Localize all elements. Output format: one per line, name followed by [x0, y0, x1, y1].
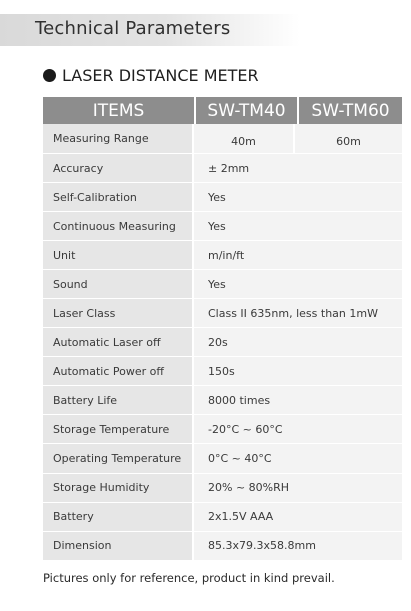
row-label: Storage Temperature	[43, 415, 194, 443]
row-value: Class II 635nm, less than 1mW	[194, 299, 402, 327]
table-row	[43, 503, 402, 532]
bullet-icon	[43, 69, 56, 82]
table-row	[43, 328, 402, 357]
row-value: 85.3x79.3x58.8mm	[194, 532, 402, 560]
row-value: Yes	[194, 270, 402, 298]
row-value: 20s	[194, 328, 402, 356]
row-label: Laser Class	[43, 299, 194, 327]
row-value: 2x1.5V AAA	[194, 503, 402, 531]
header-model-tm60: SW-TM60	[297, 97, 402, 124]
row-label: Operating Temperature	[43, 444, 194, 472]
table-row	[43, 183, 402, 212]
table-row	[43, 299, 402, 328]
table-row	[43, 357, 402, 386]
product-heading	[43, 66, 259, 85]
value-tm40: 40m	[194, 124, 295, 153]
section-title: Technical Parameters	[35, 18, 231, 39]
row-value: ± 2mm	[194, 154, 402, 182]
row-label: Accuracy	[43, 154, 194, 182]
row-label: Automatic Laser off	[43, 328, 194, 356]
value-tm60: 60m	[295, 124, 402, 153]
table-row	[43, 270, 402, 299]
table-row	[43, 124, 402, 154]
row-label: Dimension	[43, 532, 194, 560]
row-label: Battery Life	[43, 386, 194, 414]
table-row	[43, 532, 402, 561]
row-label: Sound	[43, 270, 194, 298]
row-value: 150s	[194, 357, 402, 385]
product-name: LASER DISTANCE METER	[62, 66, 259, 85]
row-label: Continuous Measuring	[43, 212, 194, 240]
row-value: m/in/ft	[194, 241, 402, 269]
row-value: Yes	[194, 183, 402, 211]
table-row	[43, 154, 402, 183]
table-row	[43, 212, 402, 241]
header-items: ITEMS	[92, 100, 145, 121]
row-value: -20°C ~ 60°C	[194, 415, 402, 443]
row-value: Yes	[194, 212, 402, 240]
table-header	[43, 97, 402, 124]
table-row	[43, 386, 402, 415]
spec-table	[43, 97, 402, 561]
row-label: Automatic Power off	[43, 357, 194, 385]
table-row	[43, 474, 402, 503]
table-row	[43, 444, 402, 473]
row-value: 0°C ~ 40°C	[194, 444, 402, 472]
row-label: Battery	[43, 503, 194, 531]
row-label: Measuring Range	[43, 124, 194, 153]
footnote: Pictures only for reference, product in kind prevail.	[43, 571, 335, 585]
row-value: 20% ~ 80%RH	[194, 474, 402, 502]
table-body	[43, 154, 402, 561]
table-row	[43, 415, 402, 444]
row-label: Storage Humidity	[43, 474, 194, 502]
header-model-tm40: SW-TM40	[194, 97, 297, 124]
row-label: Unit	[43, 241, 194, 269]
row-value: 8000 times	[194, 386, 402, 414]
row-label: Self-Calibration	[43, 183, 194, 211]
table-row	[43, 241, 402, 270]
